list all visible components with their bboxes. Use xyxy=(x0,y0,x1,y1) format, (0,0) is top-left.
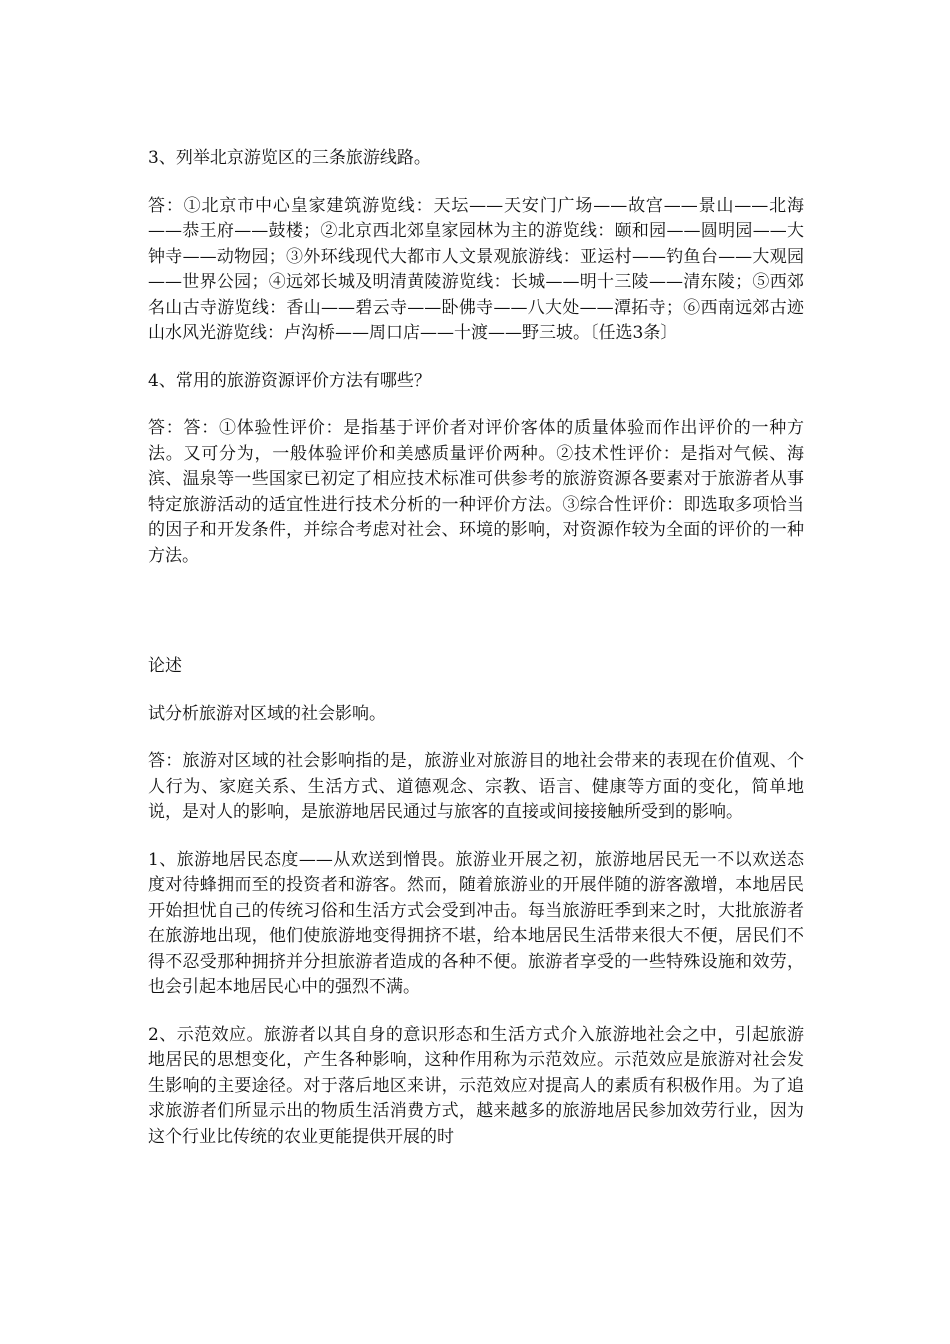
answer-3: 答：①北京市中心皇家建筑游览线：天坛——天安门广场——故宫——景山——北海——恭王府——鼓楼；②北京西北郊皇家园林为主的游览线：颐和园——圆明园——大钟寺——动物园；③外环线现代大都市人文景观旅游线：亚运村——钓鱼台——大观园——世界公园；④远郊长城及明清黄陵游览线：长城——明十三陵——清东陵；⑤西郊名山古寺游览线：香山——碧云寺——卧佛寺——八大处——潭拓寺；⑥西南远郊古迹山水风光游览线：卢沟桥——周口店——十渡——野三坡。〔任选3条〕 xyxy=(148,195,804,343)
essay-point-1: 1、旅游地居民态度——从欢送到憎畏。旅游业开展之初，旅游地居民无一不以欢送态度对待蜂拥而至的投资者和游客。然而，随着旅游业的开展伴随的游客激增，本地居民开始担忧自己的传统习俗和生活方式会受到冲击。每当旅游旺季到来之时，大批旅游者在旅游地出现，他们使旅游地变得拥挤不堪，给本地居民生活带来很大不便，居民们不得不忍受那种拥挤并分担旅游者造成的各种不便。旅游者享受的一些特殊设施和效劳，也会引起本地居民心中的强烈不满。 xyxy=(148,849,804,997)
document-body xyxy=(148,146,804,1150)
essay-answer-intro: 答：旅游对区域的社会影响指的是，旅游业对旅游目的地社会带来的表现在价值观、个人行为、家庭关系、生活方式、道德观念、宗教、语言、健康等方面的变化，简单地说，是对人的影响，是旅游地居民通过与旅客的直接或间接接触所受到的影响。 xyxy=(148,751,804,822)
question-4: 4、常用的旅游资源评价方法有哪些？ xyxy=(148,370,431,391)
question-3: 3、列举北京游览区的三条旅游线路。 xyxy=(148,148,431,168)
essay-question: 试分析旅游对区域的社会影响。 xyxy=(148,703,386,724)
section-heading-essay: 论述 xyxy=(148,656,182,676)
essay-point-2: 2、示范效应。旅游者以其自身的意识形态和生活方式介入旅游地社会之中，引起旅游地居民的思想变化，产生各种影响，这种作用称为示范效应。示范效应是旅游对社会发生影响的主要途径。对于落后地区来讲，示范效应对提高人的素质有积极作用。为了追求旅游者们所显示出的物质生活消费方式，越来越多的旅游地居民参加效劳行业，因为这个行业比传统的农业更能提供开展的时 xyxy=(148,1024,804,1147)
answer-4: 答：答：①体验性评价：是指基于评价者对评价客体的质量体验而作出评价的一种方法。又可分为，一般体验评价和美感质量评价两种。②技术性评价：是指对气候、海滨、温泉等一些国家已初定了相应技术标准可供参考的旅游资源各要素对于旅游者从事特定旅游活动的适宜性进行技术分析的一种评价方法。③综合性评价：即选取多项恰当的因子和开发条件，并综合考虑对社会、环境的影响，对资源作较为全面的评价的一种方法。 xyxy=(148,418,804,566)
